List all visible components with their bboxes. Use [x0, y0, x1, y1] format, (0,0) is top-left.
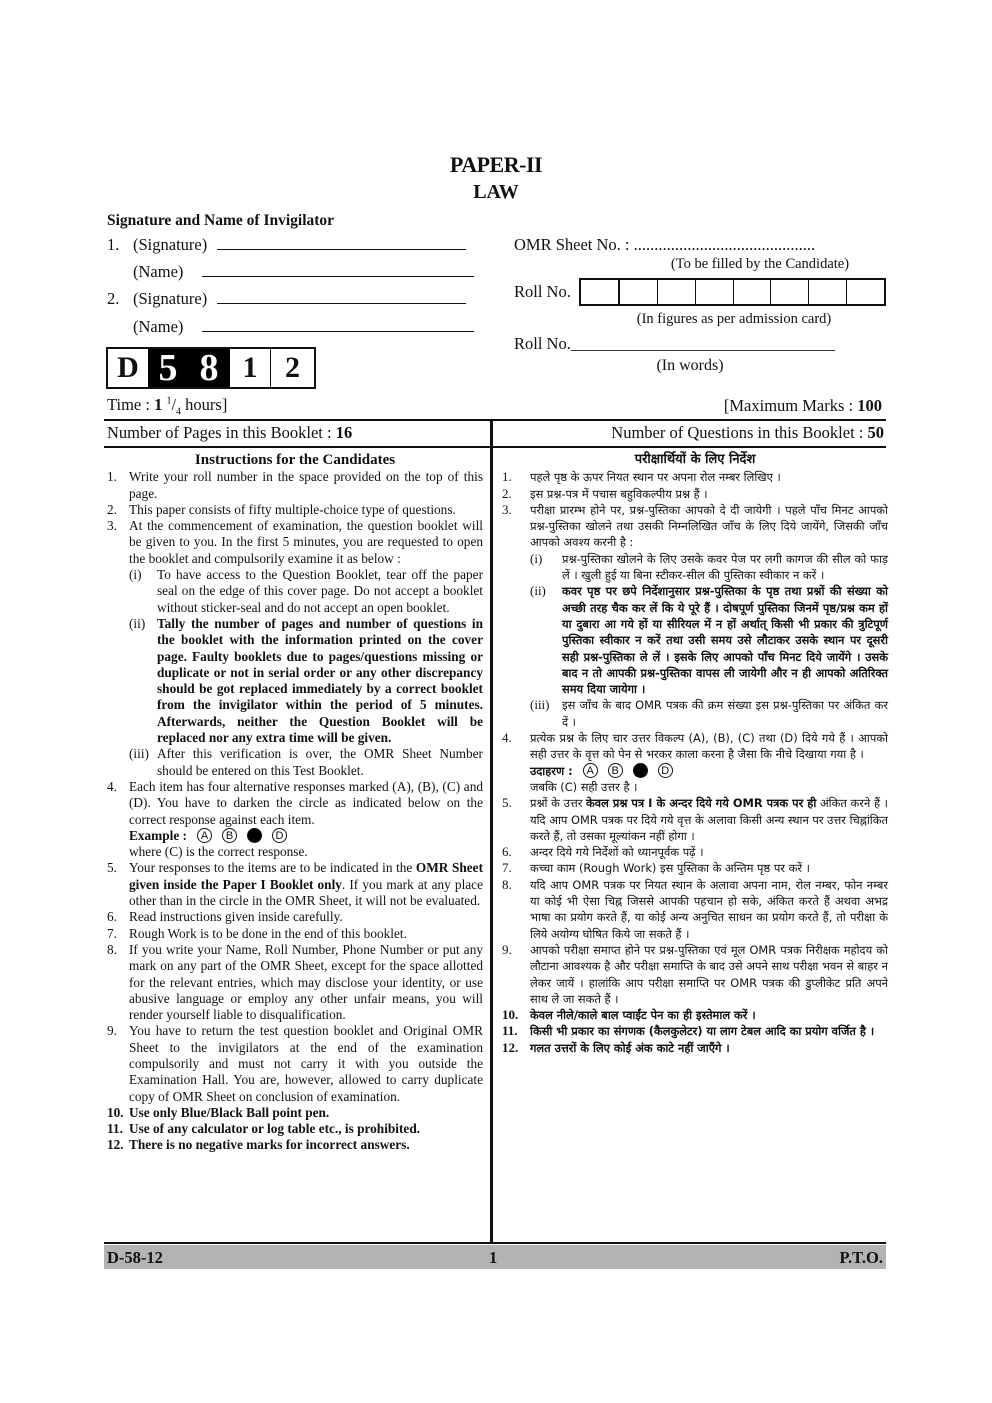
page-count-label: Number of Pages in this Booklet : [107, 423, 336, 442]
item-number: 8. [107, 941, 117, 957]
item-text-bold: केवल प्रश्न पत्र I के अन्दर दिये गये OMR पत्रक पर ही [586, 796, 817, 811]
roll-figures-label: Roll No. [514, 282, 571, 301]
item-text: Use of any calculator or log table etc., is prohibited. [129, 1121, 421, 1137]
instruction-subitem [530, 697, 888, 730]
item-number: 12. [502, 1039, 519, 1055]
item-text: Write your roll number in the space provided on the top of this page. [129, 469, 483, 501]
question-count [611, 423, 884, 443]
page-footer [104, 1245, 886, 1269]
time-fraction-denominator: 4 [176, 406, 182, 418]
item-text: गलत उत्तरों के लिए कोई अंक काटे नहीं जाएँगे । [530, 1040, 730, 1055]
item-text: प्रश्न-पुस्तिका खोलने के लिए उसके कवर पेज पर लगी कागज की सील को फाड़ लें । खुली हुई या बिना स्टीकर-सील की पुस्तिका स्वीकार न करें । [562, 551, 888, 583]
item-number: 2. [107, 501, 117, 517]
item-number: (iii) [530, 697, 550, 713]
bubble-option-b: B [608, 763, 623, 778]
item-number: (i) [530, 550, 543, 566]
question-count-label: Number of Questions in this Booklet : [611, 423, 868, 442]
instruction-item [502, 469, 888, 485]
item-text: इस प्रश्न-पत्र में पचास बहुविकल्पीय प्रश्न हैं । [530, 486, 708, 501]
time-fraction-numerator: 1 [166, 395, 172, 407]
instructions-heading-hindi: परीक्षार्थियों के लिए निर्देश [634, 452, 756, 467]
invigilator-1-name-row [107, 262, 474, 282]
roll-digit-cell[interactable] [847, 280, 884, 304]
omr-sheet-field[interactable]: ............................................ [633, 235, 816, 254]
invigilator-2-signature-field[interactable] [217, 291, 466, 304]
item-text: कच्चा काम (Rough Work) इस पुस्तिका के अन्तिम पृष्ठ पर करें । [530, 861, 810, 876]
instruction-item [107, 1121, 483, 1137]
item-text: अंकित करने हैं । यदि आप OMR पत्रक पर दिये गये वृत्त के अलावा किसी अन्य स्थान पर उत्तर चिह्नांकित करते हैं, तो उसका मूल्यांकन नहीं होगा । [530, 796, 888, 843]
instruction-item [107, 860, 483, 909]
item-number: 4. [502, 730, 512, 746]
item-text: After this verification is over, the OMR Sheet Number should be entered on this Test Booklet. [157, 746, 483, 778]
row-number: 2. [107, 289, 120, 308]
instruction-subitem [129, 616, 483, 746]
item-number: 9. [107, 1023, 117, 1039]
example-row [502, 763, 888, 796]
bubble-option-b: B [222, 828, 237, 843]
roll-digit-cell[interactable] [734, 280, 772, 304]
item-text: . If you mark at any place other than in the circle in the OMR Sheet, it will not be evaluated. [129, 876, 483, 909]
column-divider [490, 419, 493, 1243]
item-text: प्रश्नों के उत्तर [530, 796, 587, 811]
instruction-item [107, 469, 483, 502]
bubble-option-c-filled [247, 828, 262, 843]
bubble-option-d: D [272, 828, 287, 843]
item-number: (iii) [129, 746, 149, 762]
item-number: 1. [107, 469, 117, 485]
footer-code: D-58-12 [107, 1248, 163, 1267]
bubble-option-a: A [583, 763, 598, 778]
instruction-item [107, 1023, 483, 1104]
time-allowed: Time : 1 $^1/_4$ hours] [107, 395, 228, 418]
instruction-item [107, 1137, 483, 1153]
max-marks-value: 100 [857, 396, 882, 415]
signature-label: (Signature) [133, 235, 208, 254]
roll-words-note: (In words) [656, 357, 724, 374]
item-number: (ii) [129, 615, 146, 631]
omr-sheet-label: OMR Sheet No. : [514, 235, 630, 254]
divider [104, 419, 886, 421]
signature-label: (Signature) [133, 289, 208, 308]
item-text: केवल नीले/काले बाल प्वाईंट पेन का ही इस्तेमाल करें । [530, 1008, 756, 1023]
instruction-item [107, 779, 483, 828]
instruction-subitem [530, 583, 888, 697]
instructions-hindi [502, 452, 888, 1056]
question-count-value: 50 [867, 423, 884, 442]
code-char: 1 [230, 349, 270, 387]
item-text: आपको परीक्षा समाप्त होने पर प्रश्न-पुस्तिका एवं मूल OMR पत्रक निरीक्षक महोदय को लौटाना आवश्यक है और परीक्षा समाप्ति के बाद उसे अपने साथ परीक्षा भवन से बाहर न लेकर जायें । हालांकि आप परीक्षा समाप्ति पर OMR पत्रक की डुप्लीकेट प्रति अपने साथ ले जा सकते हैं । [530, 942, 888, 1006]
item-number: 10. [107, 1104, 124, 1120]
item-number: 11. [502, 1023, 518, 1039]
time-unit: hours] [181, 395, 228, 414]
max-marks-label: [Maximum Marks : [723, 396, 858, 415]
roll-words-field[interactable]: ________________________________ [570, 334, 835, 353]
paper-title: PAPER-II [449, 152, 543, 177]
item-number: 7. [502, 860, 512, 876]
bubble-option-a: A [197, 828, 212, 843]
name-label: (Name) [133, 262, 184, 281]
instruction-item [107, 926, 483, 942]
instruction-item [107, 1105, 483, 1121]
instruction-item [107, 909, 483, 925]
item-text: यदि आप OMR पत्रक पर नियत स्थान के अलावा अपना नाम, रोल नम्बर, फोन नम्बर या कोई भी ऐसा चिह्न जिससे आपकी पहचान हो सके, अंकित करते हैं अथवा अभद्र भाषा का प्रयोग करते हैं, या कोई अन्य अनुचित साधन का प्रयोग करते हैं, तो परीक्षा के लिये अयोग्य घोषित किये जा सकते हैं । [530, 877, 888, 941]
maximum-marks [724, 396, 882, 416]
row-number: 1. [107, 235, 120, 254]
item-number: (ii) [530, 583, 546, 599]
example-note: जबकि (C) सही उत्तर है । [530, 779, 638, 794]
roll-number-boxes [579, 278, 886, 306]
item-number: 5. [107, 860, 117, 876]
item-number: 9. [502, 941, 512, 957]
item-number: 3. [107, 518, 117, 534]
code-char: 5 [148, 349, 188, 387]
item-text: Tally the number of pages and number of questions in the booklet with the information printed on the cover page. Faulty booklets due to pages/questions missing or duplicate or not in serial order or any other discrepancy should be got replaced immediately by a correct booklet from the invigilator within the period of 5 minutes. Afterwards, neither the Question Booklet will be replaced nor any extra time will be given. [157, 615, 483, 746]
item-number: 2. [502, 485, 512, 501]
bubble-option-c-filled [633, 763, 648, 778]
roll-digit-cell[interactable] [696, 280, 734, 304]
invigilator-1-name-field[interactable] [202, 264, 474, 277]
item-text: At the commencement of examination, the question booklet will be given to you. In the first 5 minutes, you are requested to open the booklet and compulsorily examine it as below : [129, 518, 483, 566]
instruction-subitem [129, 567, 483, 616]
example-note: where (C) is the correct response. [129, 844, 308, 860]
invigilator-2-name-row [107, 317, 474, 337]
item-text: You have to return the test question booklet and Original OMR Sheet to the invigilators at the end of the examination compulsorily and must not carry it with you outside the Examination Hall. You are, however, allowed to carry duplicate copy of OMR Sheet on conclusion of examination. [129, 1023, 483, 1104]
time-whole: 1 [154, 395, 163, 414]
item-text-bold: OMR Sheet given inside the Paper I Booklet only [129, 860, 484, 892]
instruction-item [502, 502, 888, 551]
instruction-item [502, 844, 888, 860]
item-text: अन्दर दिये गये निर्देशों को ध्यानपूर्वक पढ़ें । [530, 845, 704, 860]
divider [104, 1242, 886, 1244]
item-text: To have access to the Question Booklet, tear off the paper seal on the edge of this cover page. Do not accept a booklet without sticker-seal and do not accept an open booklet. [157, 567, 483, 615]
item-text: कवर पृष्ठ पर छपे निर्देशानुसार प्रश्न-पुस्तिका के पृष्ठ तथा प्रश्नों की संख्या को अच्छी तरह चैक कर लें कि ये पूरे हैं । दोषपूर्ण पुस्तिका जिनमें पृष्ठ/प्रश्न कम हों या दुबारा आ गये हों या सीरियल में न हों अर्थात् किसी भी प्रकार की त्रुटिपूर्ण पुस्तिका स्वीकार न करें तथा उसी समय उसे लौटाकर उसके स्थान पर दूसरी सही प्रश्न-पुस्तिका ले लें । इसके लिए आपको पाँच मिनट दिये जायेंगे । उसके बाद न तो आपकी प्रश्न-पुस्तिका वापस ली जायेगी और न ही आपको अतिरिक्त समय दिया जायेगा । [562, 584, 888, 697]
example-label: उदाहरण : [530, 763, 573, 778]
instruction-item [107, 942, 483, 1023]
item-text: Your responses to the items are to be indicated in the [129, 860, 416, 876]
instructions-heading: Instructions for the Candidates [194, 452, 396, 468]
page-number: 1 [489, 1248, 498, 1267]
item-number: 6. [107, 909, 117, 925]
item-text: This paper consists of fifty multiple-choice type of questions. [129, 501, 456, 517]
item-number: 6. [502, 844, 512, 860]
instruction-subitem [129, 746, 483, 779]
item-text: परीक्षा प्रारम्भ होने पर, प्रश्न-पुस्तिका आपको दे दी जायेगी । पहले पाँच मिनट आपको प्रश्न-पुस्तिका खोलने तथा उसकी निम्नलिखित जाँच के लिए दिये जायेंगे, जिसकी जाँच आपको अवश्य करनी है : [530, 502, 888, 550]
item-text: Each item has four alternative responses marked (A), (B), (C) and (D). You have to darken the circle as indicated below on the correct response against each item. [129, 778, 483, 827]
instruction-item [502, 486, 888, 502]
page-count [107, 423, 352, 443]
omr-note: (To be filled by the Candidate) [670, 256, 850, 272]
example-row [107, 828, 483, 861]
code-char: D [108, 349, 148, 387]
item-text: किसी भी प्रकार का संगणक (कैलकुलेटर) या लाग टेबल आदि का प्रयोग वर्जित है । [530, 1024, 875, 1039]
item-text: Use only Blue/Black Ball point pen. [129, 1104, 330, 1120]
instruction-item [502, 860, 888, 876]
item-number: 3. [502, 501, 512, 517]
example-label: Example : [129, 827, 187, 843]
item-number: (i) [129, 567, 142, 583]
instruction-item [107, 518, 483, 567]
invigilator-2-name-field[interactable] [202, 319, 474, 332]
item-number: 11. [107, 1121, 123, 1137]
booklet-code [106, 347, 316, 389]
example-bubbles [129, 828, 483, 844]
item-number: 4. [107, 778, 117, 794]
item-text: इस जाँच के बाद OMR पत्रक की क्रम संख्या इस प्रश्न-पुस्तिका पर अंकित कर दें । [562, 698, 888, 729]
item-text: Read instructions given inside carefully. [129, 909, 343, 925]
item-text: पहले पृष्ठ के ऊपर नियत स्थान पर अपना रोल नम्बर लिखिए । [530, 470, 781, 485]
item-text: प्रत्येक प्रश्न के लिए चार उत्तर विकल्प (A), (B), (C) तथा (D) दिये गये हैं । आपको सही उत्तर के वृत्त को पेन से भरकर काला करना है जैसा कि नीचे दिखाया गया है । [530, 731, 888, 762]
roll-words-label: Roll No. [514, 334, 571, 353]
roll-digit-cell[interactable] [620, 280, 658, 304]
item-number: 5. [502, 795, 512, 811]
instruction-item [502, 1007, 888, 1023]
roll-digit-cell[interactable] [809, 280, 847, 304]
instruction-item [502, 1023, 888, 1039]
invigilator-2-signature-row [107, 289, 466, 309]
instruction-item [502, 1040, 888, 1056]
roll-digit-cell[interactable] [771, 280, 809, 304]
instruction-item [502, 877, 888, 942]
instruction-subitem [530, 551, 888, 584]
instruction-item [502, 795, 888, 844]
instruction-item [502, 730, 888, 763]
item-number: 12. [107, 1137, 124, 1153]
roll-digit-cell[interactable] [658, 280, 696, 304]
bubble-option-d: D [658, 763, 673, 778]
item-text: Rough Work is to be done in the end of this booklet. [129, 925, 407, 941]
invigilator-1-signature-row [107, 235, 466, 255]
roll-digit-cell[interactable] [581, 280, 620, 304]
divider [104, 446, 886, 448]
invigilator-1-signature-field[interactable] [217, 237, 466, 250]
please-turn-over: P.T.O. [839, 1248, 883, 1267]
item-number: 1. [502, 469, 512, 485]
example-bubbles [530, 763, 888, 779]
page-count-value: 16 [335, 423, 353, 442]
name-label: (Name) [133, 317, 184, 336]
code-char: 8 [188, 349, 230, 387]
instructions-english [107, 452, 483, 1154]
roll-figures-note: (In figures as per admission card) [636, 311, 832, 327]
time-label: Time : [107, 395, 155, 414]
item-number: 10. [502, 1007, 519, 1023]
omr-sheet-number-row [514, 235, 815, 255]
item-number: 8. [502, 876, 512, 892]
code-char: 2 [270, 349, 314, 387]
roll-words-row [514, 334, 835, 354]
invigilator-heading: Signature and Name of Invigilator [107, 212, 335, 229]
item-text: There is no negative marks for incorrect answers. [129, 1137, 410, 1153]
subject-title: LAW [473, 181, 519, 203]
instruction-item [502, 942, 888, 1007]
instruction-item [107, 502, 483, 518]
item-number: 7. [107, 925, 117, 941]
item-text: If you write your Name, Roll Number, Phone Number or put any mark on any part of the OMR Sheet, except for the space allotted for the relevant entries, which may disclose your identity, or use abusive language or employ any other unfair means, you will render yourself liable to disqualification. [129, 941, 483, 1023]
